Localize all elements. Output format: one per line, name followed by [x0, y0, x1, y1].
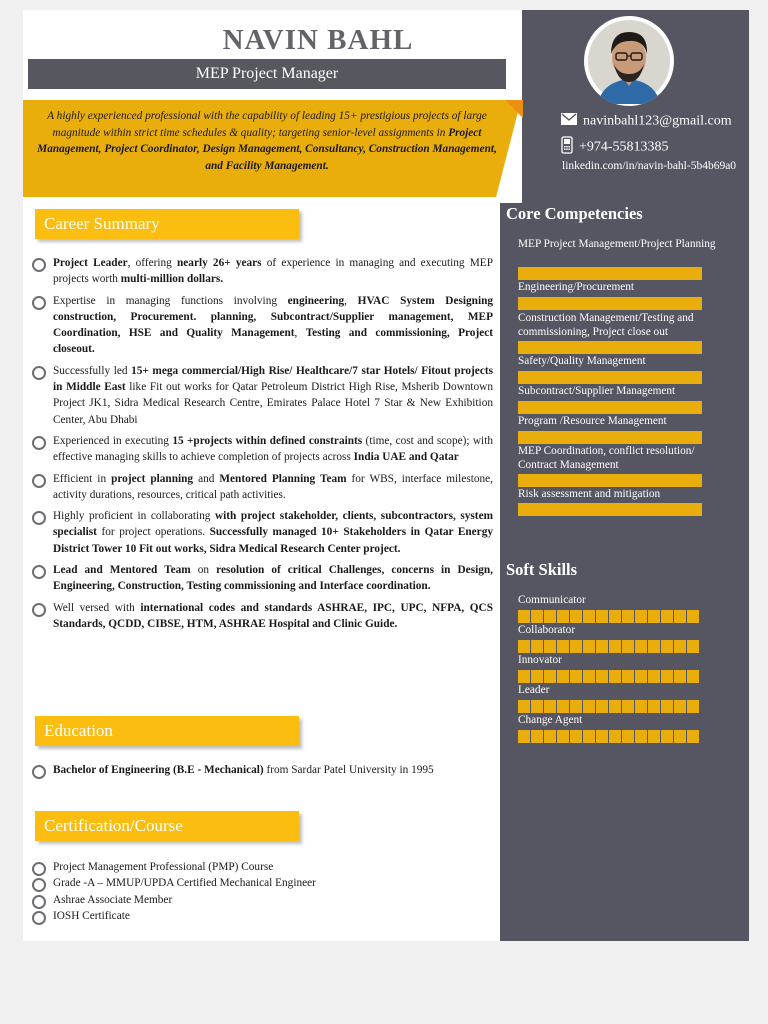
rating-segment: [622, 640, 634, 653]
rating-segment: [596, 730, 608, 743]
list-item: Experienced in executing 15 +projects within defined constraints (time, cost and scope); with effective managing skills to achieve completion of projects across India UAE and Qatar: [31, 433, 493, 466]
rating-segment: [544, 670, 556, 683]
rating-segment: [622, 700, 634, 713]
rating-segment: [609, 670, 621, 683]
rating-segment: [583, 610, 595, 623]
competency-bar: [518, 371, 702, 384]
rating-segment: [531, 700, 543, 713]
rating-segment: [674, 610, 686, 623]
competency-label: Program /Resource Management: [518, 415, 667, 427]
rating-segment: [674, 670, 686, 683]
rating-segment: [687, 670, 699, 683]
rating-segment: [596, 640, 608, 653]
soft-skill-rating-bar: [518, 610, 699, 623]
soft-skills-heading: Soft Skills: [506, 560, 578, 579]
rating-segment: [583, 700, 595, 713]
rating-segment: [583, 670, 595, 683]
list-item: Efficient in project planning and Mentored Planning Team for WBS, interface milestone, activity durations, resources, critical path activities.: [31, 471, 493, 504]
envelope-icon: [561, 113, 577, 130]
rating-segment: [570, 670, 582, 683]
list-item: Highly proficient in collaborating with project stakeholder, clients, subcontractors, system specialist for project operations. Successfully managed 10+ Stakeholders in Qatar Energy District Tower 10 Fit out works, Sidra Medical Research Center project.: [31, 508, 493, 557]
rating-segment: [687, 640, 699, 653]
soft-skill-label: Communicator: [518, 594, 586, 606]
competency-label: Construction Management/Testing and commissioning, Project close out: [518, 312, 694, 338]
rating-segment: [622, 670, 634, 683]
rating-segment: [609, 700, 621, 713]
rating-segment: [570, 640, 582, 653]
rating-segment: [609, 610, 621, 623]
education-list: [31, 762, 493, 783]
competency-label: MEP Project Management/Project Planning: [518, 238, 716, 250]
soft-skill-label: Collaborator: [518, 624, 576, 636]
list-item: Expertise in managing functions involving engineering, HVAC System Designing construction, Procurement. planning, Subcontract/Supplier management, MEP Coordination, HSE and Quality Management, Testing and commissioning, Project closeout.: [31, 293, 493, 358]
rating-segment: [648, 610, 660, 623]
rating-segment: [531, 640, 543, 653]
competency-bar: [518, 267, 702, 280]
list-item: IOSH Certificate: [31, 908, 493, 924]
rating-segment: [531, 610, 543, 623]
rating-segment: [635, 730, 647, 743]
rating-segment: [570, 730, 582, 743]
rating-segment: [544, 640, 556, 653]
list-item: Lead and Mentored Team on resolution of critical Challenges, concerns in Design, Engineering, Construction, Testing commissioning and Interface coordination.: [31, 562, 493, 595]
competency-bar: [518, 474, 702, 487]
rating-segment: [596, 610, 608, 623]
competency-label: MEP Coordination, conflict resolution/ Contract Management: [518, 445, 695, 471]
rating-segment: [635, 610, 647, 623]
rating-segment: [622, 610, 634, 623]
list-item: Ashrae Associate Member: [31, 892, 493, 908]
list-item: Bachelor of Engineering (B.E - Mechanical) from Sardar Patel University in 1995: [31, 762, 493, 778]
rating-segment: [583, 640, 595, 653]
rating-segment: [674, 640, 686, 653]
competency-bar: [518, 401, 702, 414]
rating-segment: [648, 700, 660, 713]
contact-email[interactable]: [561, 113, 732, 130]
career-summary-list: [31, 255, 493, 637]
rating-segment: [531, 730, 543, 743]
rating-segment: [544, 610, 556, 623]
competency-bar: [518, 503, 702, 516]
rating-segment: [518, 730, 530, 743]
rating-segment: [674, 730, 686, 743]
rating-segment: [648, 730, 660, 743]
competency-label: Risk assessment and mitigation: [518, 488, 661, 500]
phone-text[interactable]: +974-55813385: [579, 139, 669, 155]
rating-segment: [635, 670, 647, 683]
soft-skill-label: Innovator: [518, 654, 562, 666]
rating-segment: [622, 730, 634, 743]
rating-segment: [661, 610, 673, 623]
rating-segment: [557, 640, 569, 653]
competency-label: Subcontract/Supplier Management: [518, 385, 676, 397]
rating-segment: [557, 700, 569, 713]
profile-photo: [584, 16, 674, 106]
soft-skill-rating-bar: [518, 640, 699, 653]
soft-skill-rating-bar: [518, 730, 699, 743]
rating-segment: [544, 730, 556, 743]
rating-segment: [661, 700, 673, 713]
rating-segment: [635, 700, 647, 713]
candidate-name: NAVIN BAHL: [222, 24, 414, 56]
soft-skill-label: Leader: [518, 684, 550, 696]
rating-segment: [687, 730, 699, 743]
profile-roles: Project Management, Project Coordinator, Design Management, Consultancy, Construction Management, and Facility Management.: [37, 126, 497, 172]
rating-segment: [557, 670, 569, 683]
rating-segment: [648, 670, 660, 683]
certification-heading: Certification/Course: [35, 811, 299, 841]
rating-segment: [570, 700, 582, 713]
education-heading: Education: [35, 716, 299, 746]
career-summary-heading: Career Summary: [35, 209, 299, 239]
core-competencies-heading: Core Competencies: [506, 204, 643, 223]
rating-segment: [635, 640, 647, 653]
competency-label: Safety/Quality Management: [518, 355, 646, 367]
certification-list: [31, 859, 493, 924]
rating-segment: [518, 670, 530, 683]
list-item: Project Leader, offering nearly 26+ years of experience in managing and executing MEP projects worth multi-million dollars.: [31, 255, 493, 288]
profile-intro: A highly experienced professional with the capability of leading 15+ prestigious projects of large magnitude within strict time schedules & quality; targeting senior-level assignments in: [47, 110, 487, 139]
email-text[interactable]: navinbahl123@gmail.com: [583, 113, 732, 129]
rating-segment: [518, 610, 530, 623]
rating-segment: [674, 700, 686, 713]
job-title: MEP Project Manager: [28, 59, 506, 89]
list-item: Project Management Professional (PMP) Course: [31, 859, 493, 875]
list-item: Grade -A – MMUP/UPDA Certified Mechanical Engineer: [31, 875, 493, 891]
rating-segment: [661, 730, 673, 743]
soft-skill-label: Change Agent: [518, 714, 583, 726]
competency-bar: [518, 297, 702, 310]
contact-phone[interactable]: [561, 136, 669, 159]
rating-segment: [648, 640, 660, 653]
rating-segment: [531, 670, 543, 683]
rating-segment: [557, 610, 569, 623]
rating-segment: [518, 640, 530, 653]
rating-segment: [687, 700, 699, 713]
contact-linkedin[interactable]: linkedin.com/in/navin-bahl-5b4b69a0: [562, 160, 737, 172]
rating-segment: [687, 610, 699, 623]
list-item: Successfully led 15+ mega commercial/High Rise/ Healthcare/7 star Hotels/ Fitout projects in Middle East like Fit out works for Qatar Petroleum District High Rise, Msherib Downtown Project JK1, Sidra Medical Research Centre, Emirates Palace Hotel 7 Star & New Exhibition Center, Abu Dhabi: [31, 363, 493, 428]
rating-segment: [557, 730, 569, 743]
rating-segment: [518, 700, 530, 713]
rating-segment: [596, 700, 608, 713]
rating-segment: [596, 670, 608, 683]
rating-segment: [609, 730, 621, 743]
profile-summary: [37, 108, 497, 174]
rating-segment: [609, 640, 621, 653]
resume-page: [23, 10, 749, 941]
rating-segment: [661, 640, 673, 653]
mobile-phone-icon: [561, 136, 573, 159]
rating-segment: [661, 670, 673, 683]
soft-skill-rating-bar: [518, 670, 699, 683]
list-item: Well versed with international codes and standards ASHRAE, IPC, UPC, NFPA, QCS Standards, QCDD, CIBSE, HTM, ASHRAE Hospital and Clinic Guide.: [31, 600, 493, 633]
soft-skill-rating-bar: [518, 700, 699, 713]
competency-bar: [518, 341, 702, 354]
competency-label: Engineering/Procurement: [518, 281, 635, 293]
rating-segment: [583, 730, 595, 743]
rating-segment: [544, 700, 556, 713]
competency-bar: [518, 431, 702, 444]
rating-segment: [570, 610, 582, 623]
